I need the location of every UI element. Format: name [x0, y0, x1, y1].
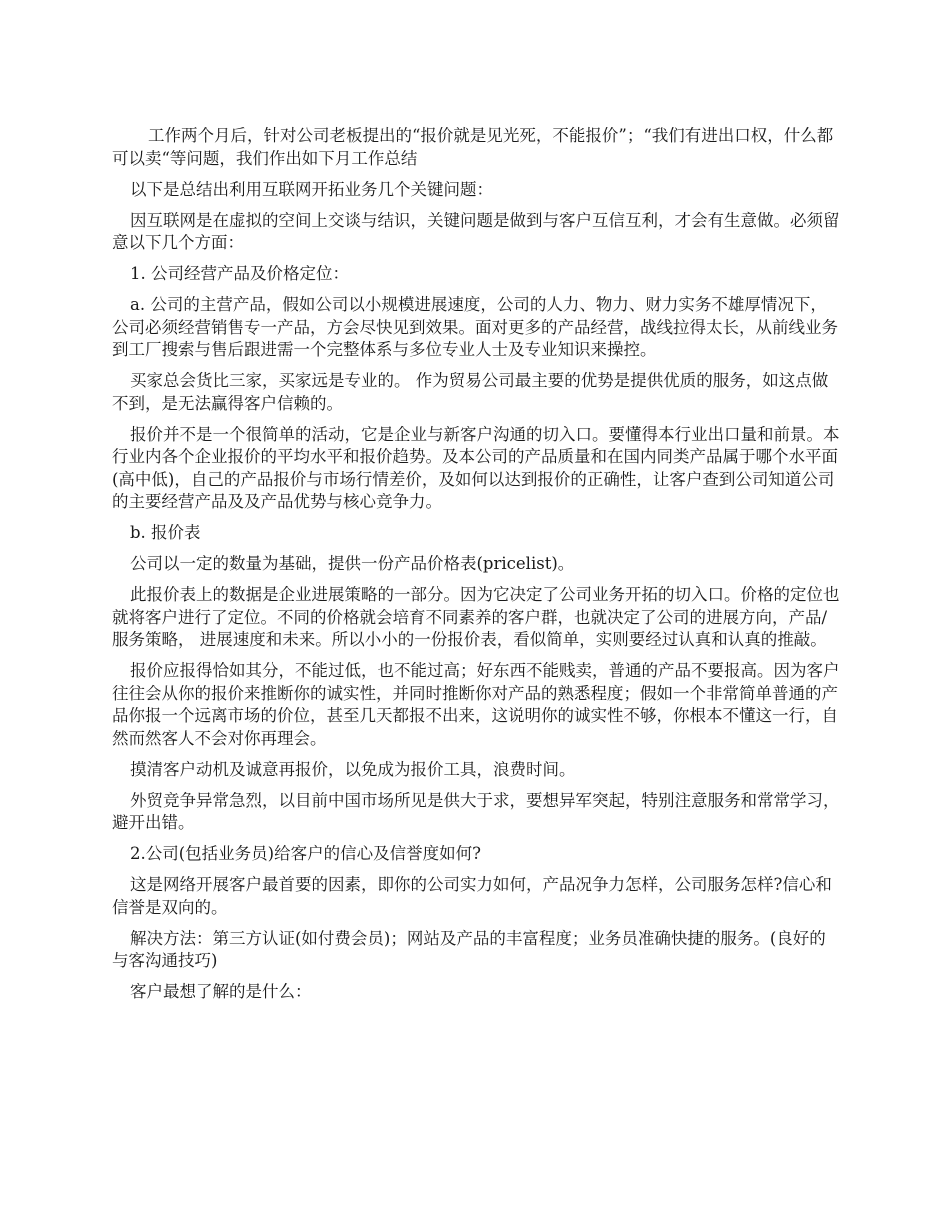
section-1-heading: 1. 公司经营产品及价格定位：	[130, 264, 349, 283]
pricing-advice-paragraph: 报价应报得恰如其分，不能过低，也不能过高；好东西不能贱卖，普通的产品不要报高。因为客户往往会从你的报价来推断你的诚实性，并同时推断你对产品的熟悉程度；假如一个非常简单普通的产品你报一个远离市场的价位，甚至几天都报不出来，这说明你的诚实性不够，你根本不懂这一行，自然而然客人不会对你再理会。	[112, 661, 840, 748]
competition-paragraph: 外贸竞争异常急烈，以目前中国市场所见是供大于求，要想异军突起，特别注意服务和常常学习，避开出错。	[112, 790, 840, 832]
pricelist-paragraph: 公司以一定的数量为基础，提供一份产品价格表(pricelist)。	[130, 554, 575, 573]
buyer-paragraph: 买家总会货比三家，买家远是专业的。 作为贸易公司最主要的优势是提供优质的服务，如这点做不到，是无法赢得客户信赖的。	[112, 371, 829, 413]
customer-question-paragraph: 客户最想了解的是什么：	[130, 982, 312, 1001]
summary-lead-paragraph: 以下是总结出利用互联网开拓业务几个关键问题：	[130, 179, 493, 199]
document-page	[112, 125, 842, 1012]
section-1b-heading: b. 报价表	[130, 523, 201, 542]
context-paragraph: 因互联网是在虚拟的空间上交谈与结识，关键问题是做到与客户互信互利，才会有生意做。必须留意以下几个方面：	[112, 210, 840, 252]
quotation-paragraph: 报价并不是一个很简单的活动，它是企业与新客户沟通的切入口。要懂得本行业出口量和前景。本行业内各个企业报价的平均水平和报价趋势。及本公司的产品质量和在国内同类产品属于哪个水平面(高中低)，自己的产品报价与市场行情差价，及如何以达到报价的正确性，让客户查到公司知道公司的主要经营产品及及产品优势与核心竞争力。	[112, 424, 840, 511]
trust-paragraph: 这是网络开展客户最首要的因素，即你的公司实力如何，产品况争力怎样，公司服务怎样?信心和信誉是双向的。	[112, 875, 832, 917]
section-2-heading: 2.公司(包括业务员)给客户的信心及信誉度如何?	[130, 844, 481, 863]
intro-paragraph: 工作两个月后，针对公司老板提出的“报价就是见光死，不能报价”；“我们有进出口权，什么都可以卖“等问题，我们作出如下月工作总结	[112, 126, 834, 168]
pricelist-strategy-paragraph: 此报价表上的数据是企业进展策略的一部分。因为它决定了公司业务开拓的切入口。价格的定位也就将客户进行了定位。不同的价格就会培育不同素养的客户群，也就决定了公司的进展方向，产品/服务策略， 进展速度和未来。所以小小的一份报价表，看似简单，实则要经过认真和认真的推敲。	[112, 585, 840, 649]
section-1a-paragraph: a. 公司的主营产品，假如公司以小规模进展速度，公司的人力、物力、财力实务不雄厚情况下，公司必须经营销售专一产品，方会尽快见到效果。面对更多的产品经营，战线拉得太长，从前线业务到工厂搜索与售后跟进需一个完整体系与多位专业人士及专业知识来操控。	[112, 295, 838, 359]
solution-paragraph: 解决方法：第三方认证(如付费会员)；网站及产品的丰富程度；业务员准确快捷的服务。(良好的与客沟通技巧)	[112, 928, 826, 970]
customer-motive-paragraph: 摸清客户动机及诚意再报价，以免成为报价工具，浪费时间。	[130, 759, 576, 779]
